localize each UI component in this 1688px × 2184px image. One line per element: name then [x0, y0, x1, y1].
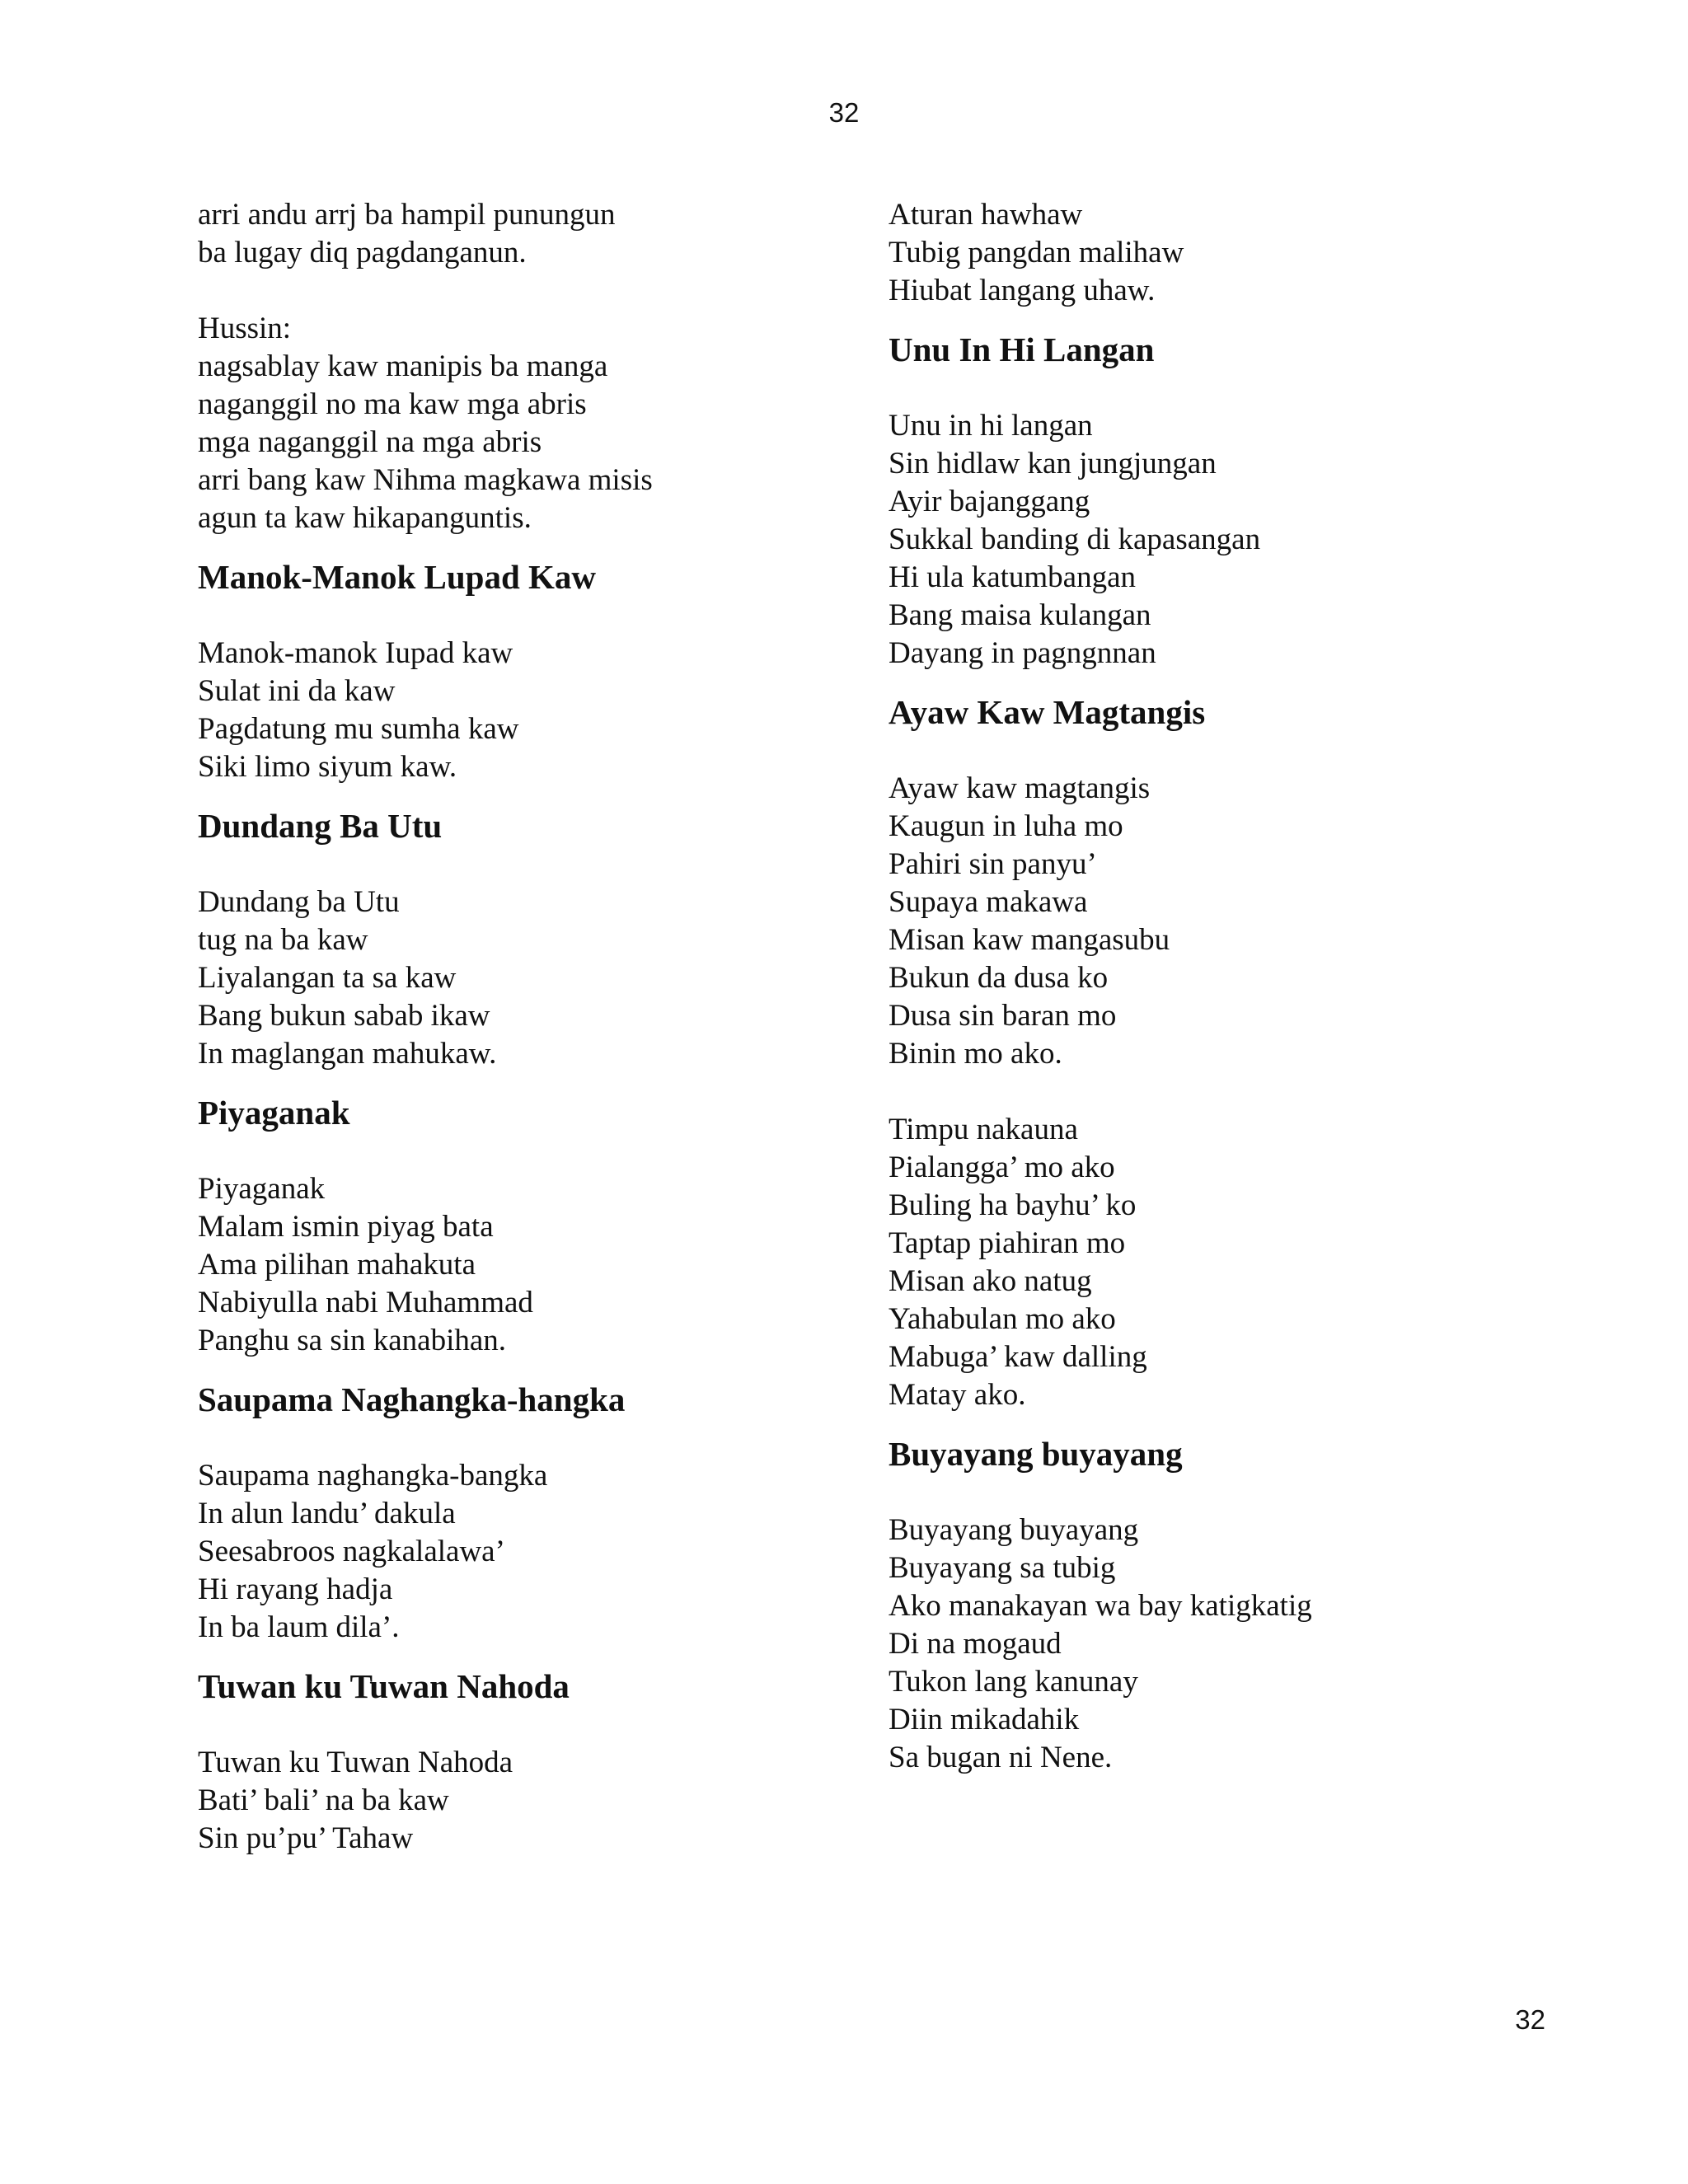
poem-line: Nabiyulla nabi Muhammad — [198, 1286, 533, 1319]
poem-line: agun ta kaw hikapanguntis. — [198, 501, 532, 535]
poem-line: Malam ismin piyag bata — [198, 1210, 494, 1244]
poem-line: Timpu nakauna — [889, 1113, 1078, 1146]
page-number-bottom: 32 — [1515, 2004, 1545, 2035]
poem-line: tug na ba kaw — [198, 923, 368, 957]
poem-line: Saupama naghangka-bangka — [198, 1459, 548, 1493]
poem-line: Sukkal banding di kapasangan — [889, 523, 1261, 556]
poem-line: Hiubat langang uhaw. — [889, 274, 1156, 307]
poem-line: Pialangga’ mo ako — [889, 1151, 1115, 1184]
right-column — [889, 196, 1548, 1777]
poem-line: Mabuga’ kaw dalling — [889, 1340, 1147, 1374]
poem-line: Buyayang sa tubig — [889, 1551, 1116, 1585]
poem-line: naganggil no ma kaw mga abris — [198, 387, 587, 421]
poem-line: Pagdatung mu sumha kaw — [198, 712, 519, 746]
left-column — [198, 196, 857, 1858]
poem-line: Ako manakayan wa bay katigkatig — [889, 1589, 1312, 1623]
poem-line: Bang bukun sabab ikaw — [198, 999, 490, 1033]
poem-line: Tukon lang kanunay — [889, 1665, 1138, 1699]
poem-line: Unu in hi langan — [889, 409, 1093, 443]
poem-line: Diin mikadahik — [889, 1703, 1080, 1736]
poem-line: Bukun da dusa ko — [889, 961, 1109, 995]
poem-line: Manok-manok Iupad kaw — [198, 636, 513, 670]
poem-line: Taptap piahiran mo — [889, 1226, 1126, 1260]
poem-line: Misan ako natug — [889, 1264, 1092, 1298]
poem-line: Panghu sa sin kanabihan. — [198, 1324, 507, 1357]
poem-line: Liyalangan ta sa kaw — [198, 961, 457, 995]
poem-line: Aturan hawhaw — [889, 198, 1083, 232]
poem-line: Matay ako. — [889, 1378, 1026, 1412]
poem-line: arri bang kaw Nihma magkawa misis — [198, 463, 653, 497]
poem-line: Hi rayang hadja — [198, 1572, 393, 1606]
poem-line: Siki limo siyum kaw. — [198, 750, 457, 784]
poem-line: Kaugun in luha mo — [889, 809, 1123, 843]
song-title: Piyaganak — [198, 1094, 350, 1132]
song-title: Buyayang buyayang — [889, 1435, 1183, 1473]
poem-line: mga naganggil na mga abris — [198, 425, 542, 459]
poem-line: Tuwan ku Tuwan Nahoda — [198, 1746, 513, 1779]
poem-line: Dayang in pagngnnan — [889, 636, 1156, 670]
poem-line: Bati’ bali’ na ba kaw — [198, 1783, 449, 1817]
poem-line: Misan kaw mangasubu — [889, 923, 1170, 957]
poem-line: arri andu arrj ba hampil punungun — [198, 198, 616, 232]
song-title: Saupama Naghangka-hangka — [198, 1380, 626, 1418]
poem-line: Supaya makawa — [889, 885, 1088, 919]
poem-line: nagsablay kaw manipis ba manga — [198, 349, 608, 383]
poem-line: Dundang ba Utu — [198, 885, 400, 919]
poem-line: In ba laum dila’. — [198, 1610, 400, 1644]
poem-line: ba lugay diq pagdanganun. — [198, 236, 527, 269]
song-title: Ayaw Kaw Magtangis — [889, 693, 1206, 731]
poem-line: Ayir bajanggang — [889, 485, 1090, 518]
poem-line: Tubig pangdan malihaw — [889, 236, 1184, 269]
song-title: Dundang Ba Utu — [198, 807, 443, 845]
speaker-label: Hussin: — [198, 312, 292, 345]
song-title: Manok-Manok Lupad Kaw — [198, 558, 597, 596]
poem-line: Yahabulan mo ako — [889, 1302, 1116, 1336]
poem-line: Buling ha bayhu’ ko — [889, 1188, 1137, 1222]
poem-line: Hi ula katumbangan — [889, 560, 1137, 594]
poem-line: Di na mogaud — [889, 1627, 1062, 1661]
song-title: Tuwan ku Tuwan Nahoda — [198, 1667, 570, 1705]
poem-line: Buyayang buyayang — [889, 1513, 1139, 1547]
song-title: Unu In Hi Langan — [889, 330, 1155, 368]
poem-line: Sin pu’pu’ Tahaw — [198, 1821, 414, 1855]
poem-line: Pahiri sin panyu’ — [889, 847, 1097, 881]
poem-line: In maglangan mahukaw. — [198, 1037, 497, 1071]
poem-line: Sulat ini da kaw — [198, 674, 396, 708]
poem-line: Ama pilihan mahakuta — [198, 1248, 476, 1282]
poem-line: Dusa sin baran mo — [889, 999, 1117, 1033]
poem-line: Bang maisa kulangan — [889, 598, 1151, 632]
poem-line: Piyaganak — [198, 1172, 326, 1206]
poem-line: Binin mo ako. — [889, 1037, 1062, 1071]
poem-line: Seesabroos nagkalalawa’ — [198, 1535, 505, 1568]
poem-line: In alun landu’ dakula — [198, 1497, 456, 1530]
poem-line: Sa bugan ni Nene. — [889, 1741, 1113, 1774]
poem-line: Sin hidlaw kan jungjungan — [889, 447, 1217, 480]
page-number-top: 32 — [828, 97, 860, 128]
poem-line: Ayaw kaw magtangis — [889, 771, 1151, 805]
